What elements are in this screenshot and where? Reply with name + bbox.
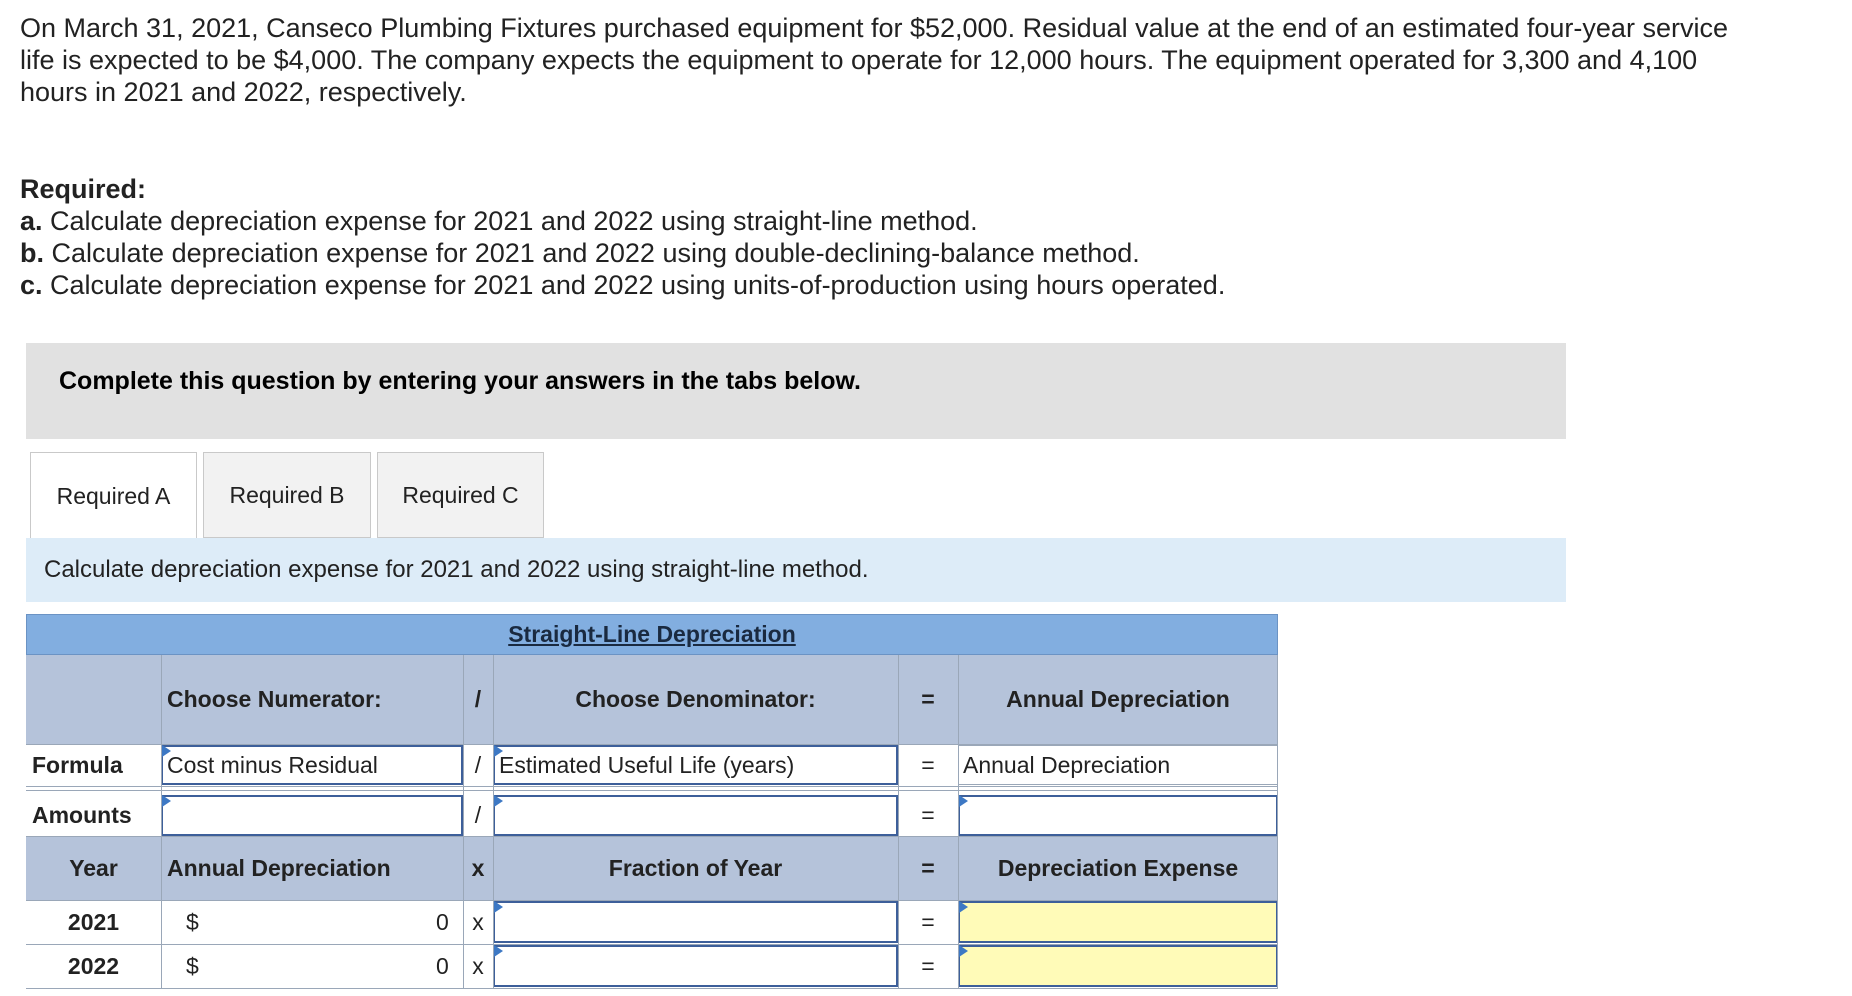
header-divide-sign: / [463,655,493,744]
header-result: Annual Depreciation [958,655,1278,744]
equals-sign-2021: = [921,908,935,935]
denominator-select[interactable]: Estimated Useful Life (years) [493,745,898,785]
amounts-equals-sign: = [921,801,935,828]
tab-required-c[interactable]: Required C [377,452,544,538]
input-flag-icon [494,901,503,913]
tab-required-b[interactable]: Required B [203,452,371,538]
tab-instruction [26,538,1566,602]
annual-depreciation-2021: 0 [436,908,449,935]
fraction-of-year-header: Fraction of Year [493,836,898,900]
depreciation-expense-header: Depreciation Expense [958,836,1278,900]
instruction-text: Calculate depreciation expense for 2021 and 2022 using straight-line method. [44,556,869,583]
times-sign-header: x [463,836,493,900]
input-flag-icon [162,795,171,807]
tab-required-a[interactable]: Required A [30,452,197,540]
year-2022-label: 2022 [67,952,120,979]
denominator-amount-input[interactable] [493,795,898,836]
formula-label: Formula [32,751,123,778]
required-item-c: c. Calculate depreciation expense for 2021 and 2022 using units-of-production using hours operated. [20,270,1226,300]
year-header: Year [26,836,161,900]
required-section [20,173,1225,301]
formula-result: Annual Depreciation [958,745,1278,785]
banner-text: Complete this question by entering your answers in the tabs below. [59,367,861,395]
numerator-amount-input[interactable] [161,795,463,836]
input-flag-icon [162,745,171,757]
currency-symbol-2021: $ [186,908,199,935]
amounts-divide-sign: / [474,801,482,828]
input-flag-icon [959,901,968,913]
numerator-select[interactable]: Cost minus Residual [161,745,463,785]
equals-sign-2022: = [921,952,935,979]
annual-depreciation-input[interactable] [958,795,1278,836]
input-flag-icon [494,945,503,957]
formula-equals-sign: = [921,751,935,778]
required-item-a: a. Calculate depreciation expense for 2021 and 2022 using straight-line method. [20,206,978,236]
required-heading: Required: [20,174,147,204]
instructions-banner [26,343,1566,439]
annual-depreciation-header: Annual Depreciation [161,836,463,900]
input-flag-icon [959,795,968,807]
worksheet-title: Straight-Line Depreciation [26,614,1278,655]
header-numerator: Choose Numerator: [161,655,463,744]
fraction-of-year-input-2022[interactable] [493,945,898,987]
annual-depreciation-2022: 0 [436,952,449,979]
required-item-b: b. Calculate depreciation expense for 2021 and 2022 using double-declining-balance method. [20,238,1140,268]
currency-symbol-2022: $ [186,952,199,979]
equals-sign-header: = [898,836,958,900]
problem-text: On March 31, 2021, Canseco Plumbing Fixtures purchased equipment for $52,000. Residual value at the end of an estimated four-year service life is expected to be $4,000. The company expects the equipment to operate for 12,000 hours. The equipment operated for 3,300 and 4,100 hours in 2021 and 2022, respectively. [20,13,1728,107]
amounts-label: Amounts [32,801,132,828]
straight-line-worksheet [26,614,1278,988]
header-blank-cell [26,655,161,744]
times-sign-2021: x [472,908,484,935]
depreciation-expense-input-2022[interactable] [958,945,1278,987]
header-denominator: Choose Denominator: [493,655,898,744]
input-flag-icon [494,745,503,757]
input-flag-icon [959,945,968,957]
times-sign-2022: x [472,952,484,979]
header-equals-sign: = [898,655,958,744]
depreciation-expense-input-2021[interactable] [958,901,1278,943]
fraction-of-year-input-2021[interactable] [493,901,898,943]
year-2021-label: 2021 [67,908,120,935]
input-flag-icon [494,795,503,807]
formula-divide-sign: / [474,751,482,778]
